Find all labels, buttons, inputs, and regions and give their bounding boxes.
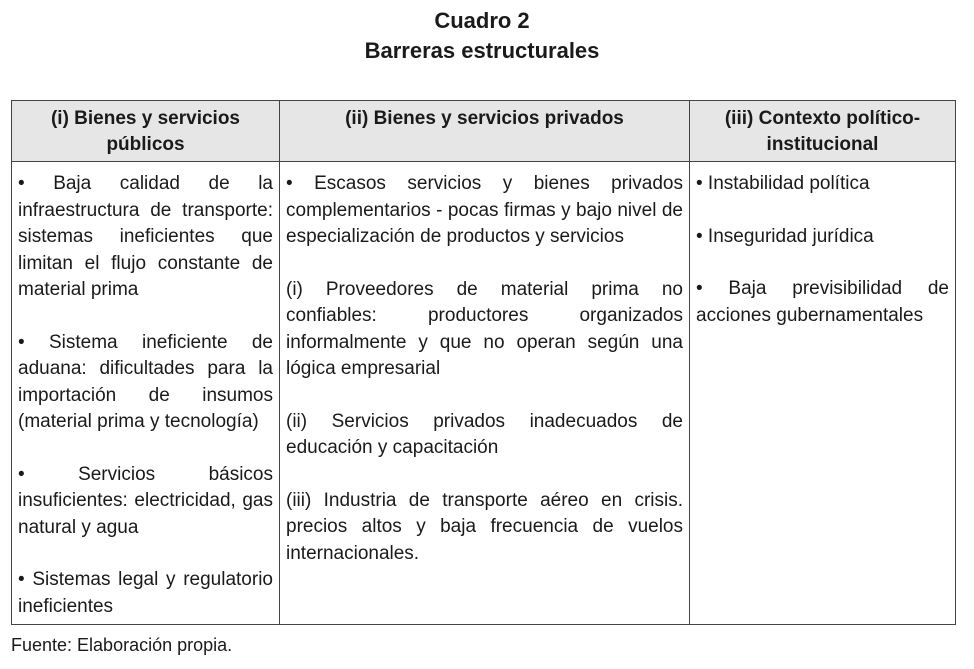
header-political-context: (iii) Contexto político-institucional [690, 101, 956, 162]
table-header-row [12, 101, 956, 162]
list-item: (ii) Servicios privados inadecuados de educación y capacitación [286, 410, 683, 458]
list-item: • Sistema ineficiente de aduana: dificultades para la importación de insumos (material prima y tecnología) [18, 331, 273, 432]
list-item: • Instabilidad política [696, 173, 870, 194]
list-item: • Servicios básicos insuficientes: electricidad, gas natural y agua [18, 463, 273, 538]
list-item: (i) Proveedores de material prima no confiables: productores organizados informalmente y que no operan según una lógica empresarial [286, 278, 683, 379]
caption-title: Barreras estructurales [364, 38, 600, 63]
list-item: (iii) Industria de transporte aéreo en crisis. precios altos y baja frecuencia de vuelos internacionales. [286, 489, 683, 564]
header-private-goods: (ii) Bienes y servicios privados [280, 101, 690, 162]
private-goods-cell [280, 162, 690, 625]
list-item: • Escasos servicios y bienes privados complementarios - pocas firmas y bajo nivel de especialización de productos y servicios [286, 173, 683, 247]
caption-number: Cuadro 2 [434, 8, 530, 33]
barriers-table [11, 100, 956, 625]
political-context-cell [690, 162, 956, 625]
table-row [12, 162, 956, 625]
source-note: Fuente: Elaboración propia. [11, 635, 233, 655]
public-goods-cell [12, 162, 280, 625]
list-item: • Baja previsibilidad de acciones gubernamentales [696, 278, 949, 326]
table-caption [0, 6, 964, 66]
header-public-goods: (i) Bienes y servicios públicos [12, 101, 280, 162]
list-item: • Inseguridad jurídica [696, 225, 874, 247]
list-item: • Baja calidad de la infraestructura de transporte: sistemas ineficientes que limitan el flujo constante de material prima [18, 173, 273, 300]
list-item: • Sistemas legal y regulatorio ineficientes [18, 569, 273, 617]
